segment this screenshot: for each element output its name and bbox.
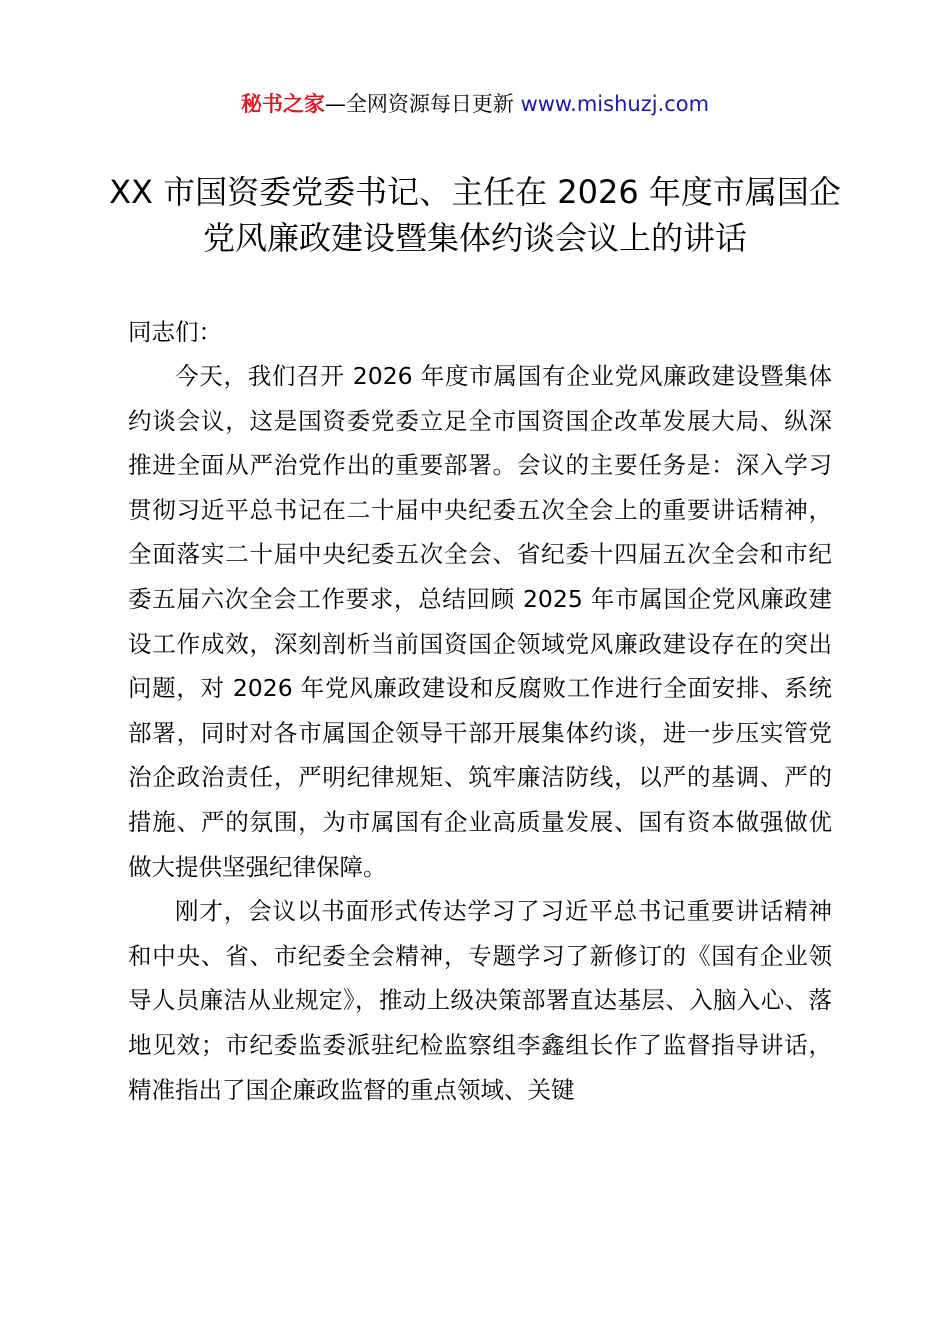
document-body <box>128 354 832 1112</box>
header-slogan: —全网资源每日更新 <box>324 92 514 116</box>
brand-name: 秘书之家 <box>240 92 325 116</box>
body-paragraph: 刚才，会议以书面形式传达学习了习近平总书记重要讲话精神和中央、省、市纪委全会精神，专题学习了新修订的《国有企业领导人员廉洁从业规定》，推动上级决策部署直达基层、入脑入心、落地见效；市纪委监委派驻纪检监察组李鑫组长作了监督指导讲话，精准指出了国企廉政监督的重点领域、关键 <box>128 897 832 1104</box>
site-url-link[interactable]: www.mishuzj.com <box>520 92 710 116</box>
body-paragraph: 今天，我们召开 2026 年度市属国有企业党风廉政建设暨集体约谈会议，这是国资委党委立足全市国资国企改革发展大局、纵深推进全面从严治党作出的重要部署。会议的主要任务是：深入学习贯彻习近平总书记在二十届中央纪委五次全会上的重要讲话精神，全面落实二十届中央纪委五次全会、省纪委十四届五次全会和市纪委五届六次全会工作要求，总结回顾 2025 年市属国企党风廉政建设工作成效，深刻剖析当前国资国企领域党风廉政建设存在的突出问题，对 2026 年党风廉政建设和反腐败工作进行全面安排、系统部署，同时对各市属国企领导干部开展集体约谈，进一步压实管党治企政治责任，严明纪律规矩、筑牢廉洁防线，以严的基调、严的措施、严的氛围，为市属国有企业高质量发展、国有资本做强做优做大提供坚强纪律保障。 <box>128 362 832 881</box>
site-header <box>0 88 950 120</box>
salutation: 同志们： <box>128 318 222 346</box>
document-title: XX 市国资委党委书记、主任在 2026 年度市属国企党风廉政建设暨集体约谈会议上的讲话 <box>109 173 841 257</box>
